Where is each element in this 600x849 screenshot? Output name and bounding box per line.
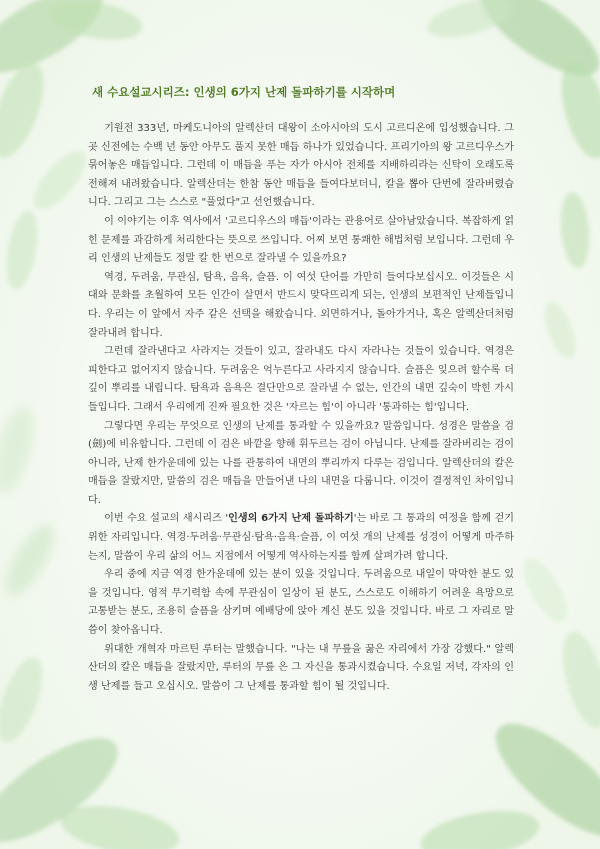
series-title-bold: 인생의 6가지 난제 돌파하기 bbox=[228, 513, 354, 525]
paragraph-6-after: '는 바로 그 통과의 여정을 함께 걷기 위한 자리입니다. 역경·두려움·무관심·탐욕·음욕·슬픔, 이 여섯 개의 난제를 성경이 어떻게 마주하는지, 말씀이 우리 삶의 어느 지점에서 어떻게 역사하는지를 함께 살펴가려 합니다. bbox=[88, 513, 514, 562]
paragraph-5: 그렇다면 우리는 무엇으로 인생의 난제를 통과할 수 있을까요? 말씀입니다. 성경은 말씀을 검(劍)에 비유합니다. 그런데 이 검은 바깥을 향해 휘두르는 검이 아닙니다. 난제를 잘라버리는 검이 아니라, 난제 한가운데에 있는 나를 관통하여 내면의 뿌리까지 다루는 검입니다. 알렉산더의 칼은 매듭을 잘랐지만, 말씀의 검은 매듭을 만들어낸 나의 내면을 다룹니다. 이것이 결정적인 차이입니다. bbox=[88, 420, 514, 506]
document-body bbox=[88, 120, 514, 696]
paragraph-8: 위대한 개혁자 마르틴 루터는 말했습니다. "나는 내 무릎을 꿇은 자리에서 가장 강했다." 알렉산더의 칼은 매듭을 잘랐지만, 루터의 무릎 은 그 자신을 통과시켰습니다. 수요일 저녁, 각자의 인생 난제를 들고 오십시오. 말씀이 그 난제를 통과할 힘이 될 것입니다. bbox=[88, 643, 514, 692]
paragraph-2: 이 이야기는 이후 역사에서 '고르디우스의 매듭'이라는 관용어로 살아남았습니다. 복잡하게 얽힌 문제를 과감하게 처리한다는 뜻으로 쓰입니다. 어찌 보면 통쾌한 해법처럼 보입니다. 그런데 우리 인생의 난제들도 정말 칼 한 번으로 잘라낼 수 있을까요? bbox=[88, 215, 514, 265]
page-title: 새 수요설교시리즈: 인생의 6가지 난제 돌파하기를 시작하며 bbox=[92, 85, 396, 99]
paragraph-1: 기원전 333년, 마케도니아의 알렉산더 대왕이 소아시아의 도시 고르디온에 입성했습니다. 그곳 신전에는 수백 년 동안 아무도 풀지 못한 매듭 하나가 있었습니다. 프리기아의 왕 고르디우스가 묶어놓은 매듭입니다. 그런데 이 매듭을 푸는 자가 아시아 전체를 지배하리라는 신탁이 오래도록 전해져 내려왔습니다. 알렉산더는 한참 동안 매듭을 들여다보더니, 칼을 뽑아 단번에 잘라버렸습니다. 그리고 그는 스스로 "풀었다"고 선언했습니다. bbox=[88, 123, 514, 209]
paragraph-7: 우리 중에 지금 역경 한가운데에 있는 분이 있을 것입니다. 두려움으로 내일이 막막한 분도 있을 것입니다. 영적 무기력함 속에 무관심이 일상이 된 분도, 스스로도 이해하기 어려운 욕망으로 고통받는 분도, 조용히 슬픔을 삼키며 예배당에 앉아 계신 분도 있을 것입니다. 바로 그 자리로 말씀이 찾아옵니다. bbox=[88, 569, 514, 637]
paragraph-3: 역경, 두려움, 무관심, 탐욕, 음욕, 슬픔. 이 여섯 단어를 가만히 들여다보십시오. 이것들은 시대와 문화를 초월하여 모든 인간이 살면서 반드시 맞닥뜨리게 되는, 인생의 보편적인 난제들입니다. 우리는 이 앞에서 자주 같은 선택을 해왔습니다. 외면하거나, 돌아가거나, 혹은 알렉산더처럼 잘라내려 합니다. bbox=[88, 271, 514, 339]
paragraph-6-before: 이번 수요 설교의 새시리즈 ' bbox=[104, 513, 229, 525]
paragraph-6 bbox=[88, 510, 514, 566]
paragraph-4: 그런데 잘라낸다고 사라지는 것들이 있고, 잘라내도 다시 자라나는 것들이 있습니다. 역경은 피한다고 없어지지 않습니다. 두려움은 억누른다고 사라지지 않습니다. 슬픔은 잊으려 할수록 더 깊이 뿌리를 내립니다. 탐욕과 음욕은 결단만으로 잘라낼 수 없는, 인간의 내면 깊숙이 박힌 가시들입니다. 그래서 우리에게 진짜 필요한 것은 '자르는 힘'이 아니라 '통과하는 힘'입니다. bbox=[88, 346, 514, 413]
